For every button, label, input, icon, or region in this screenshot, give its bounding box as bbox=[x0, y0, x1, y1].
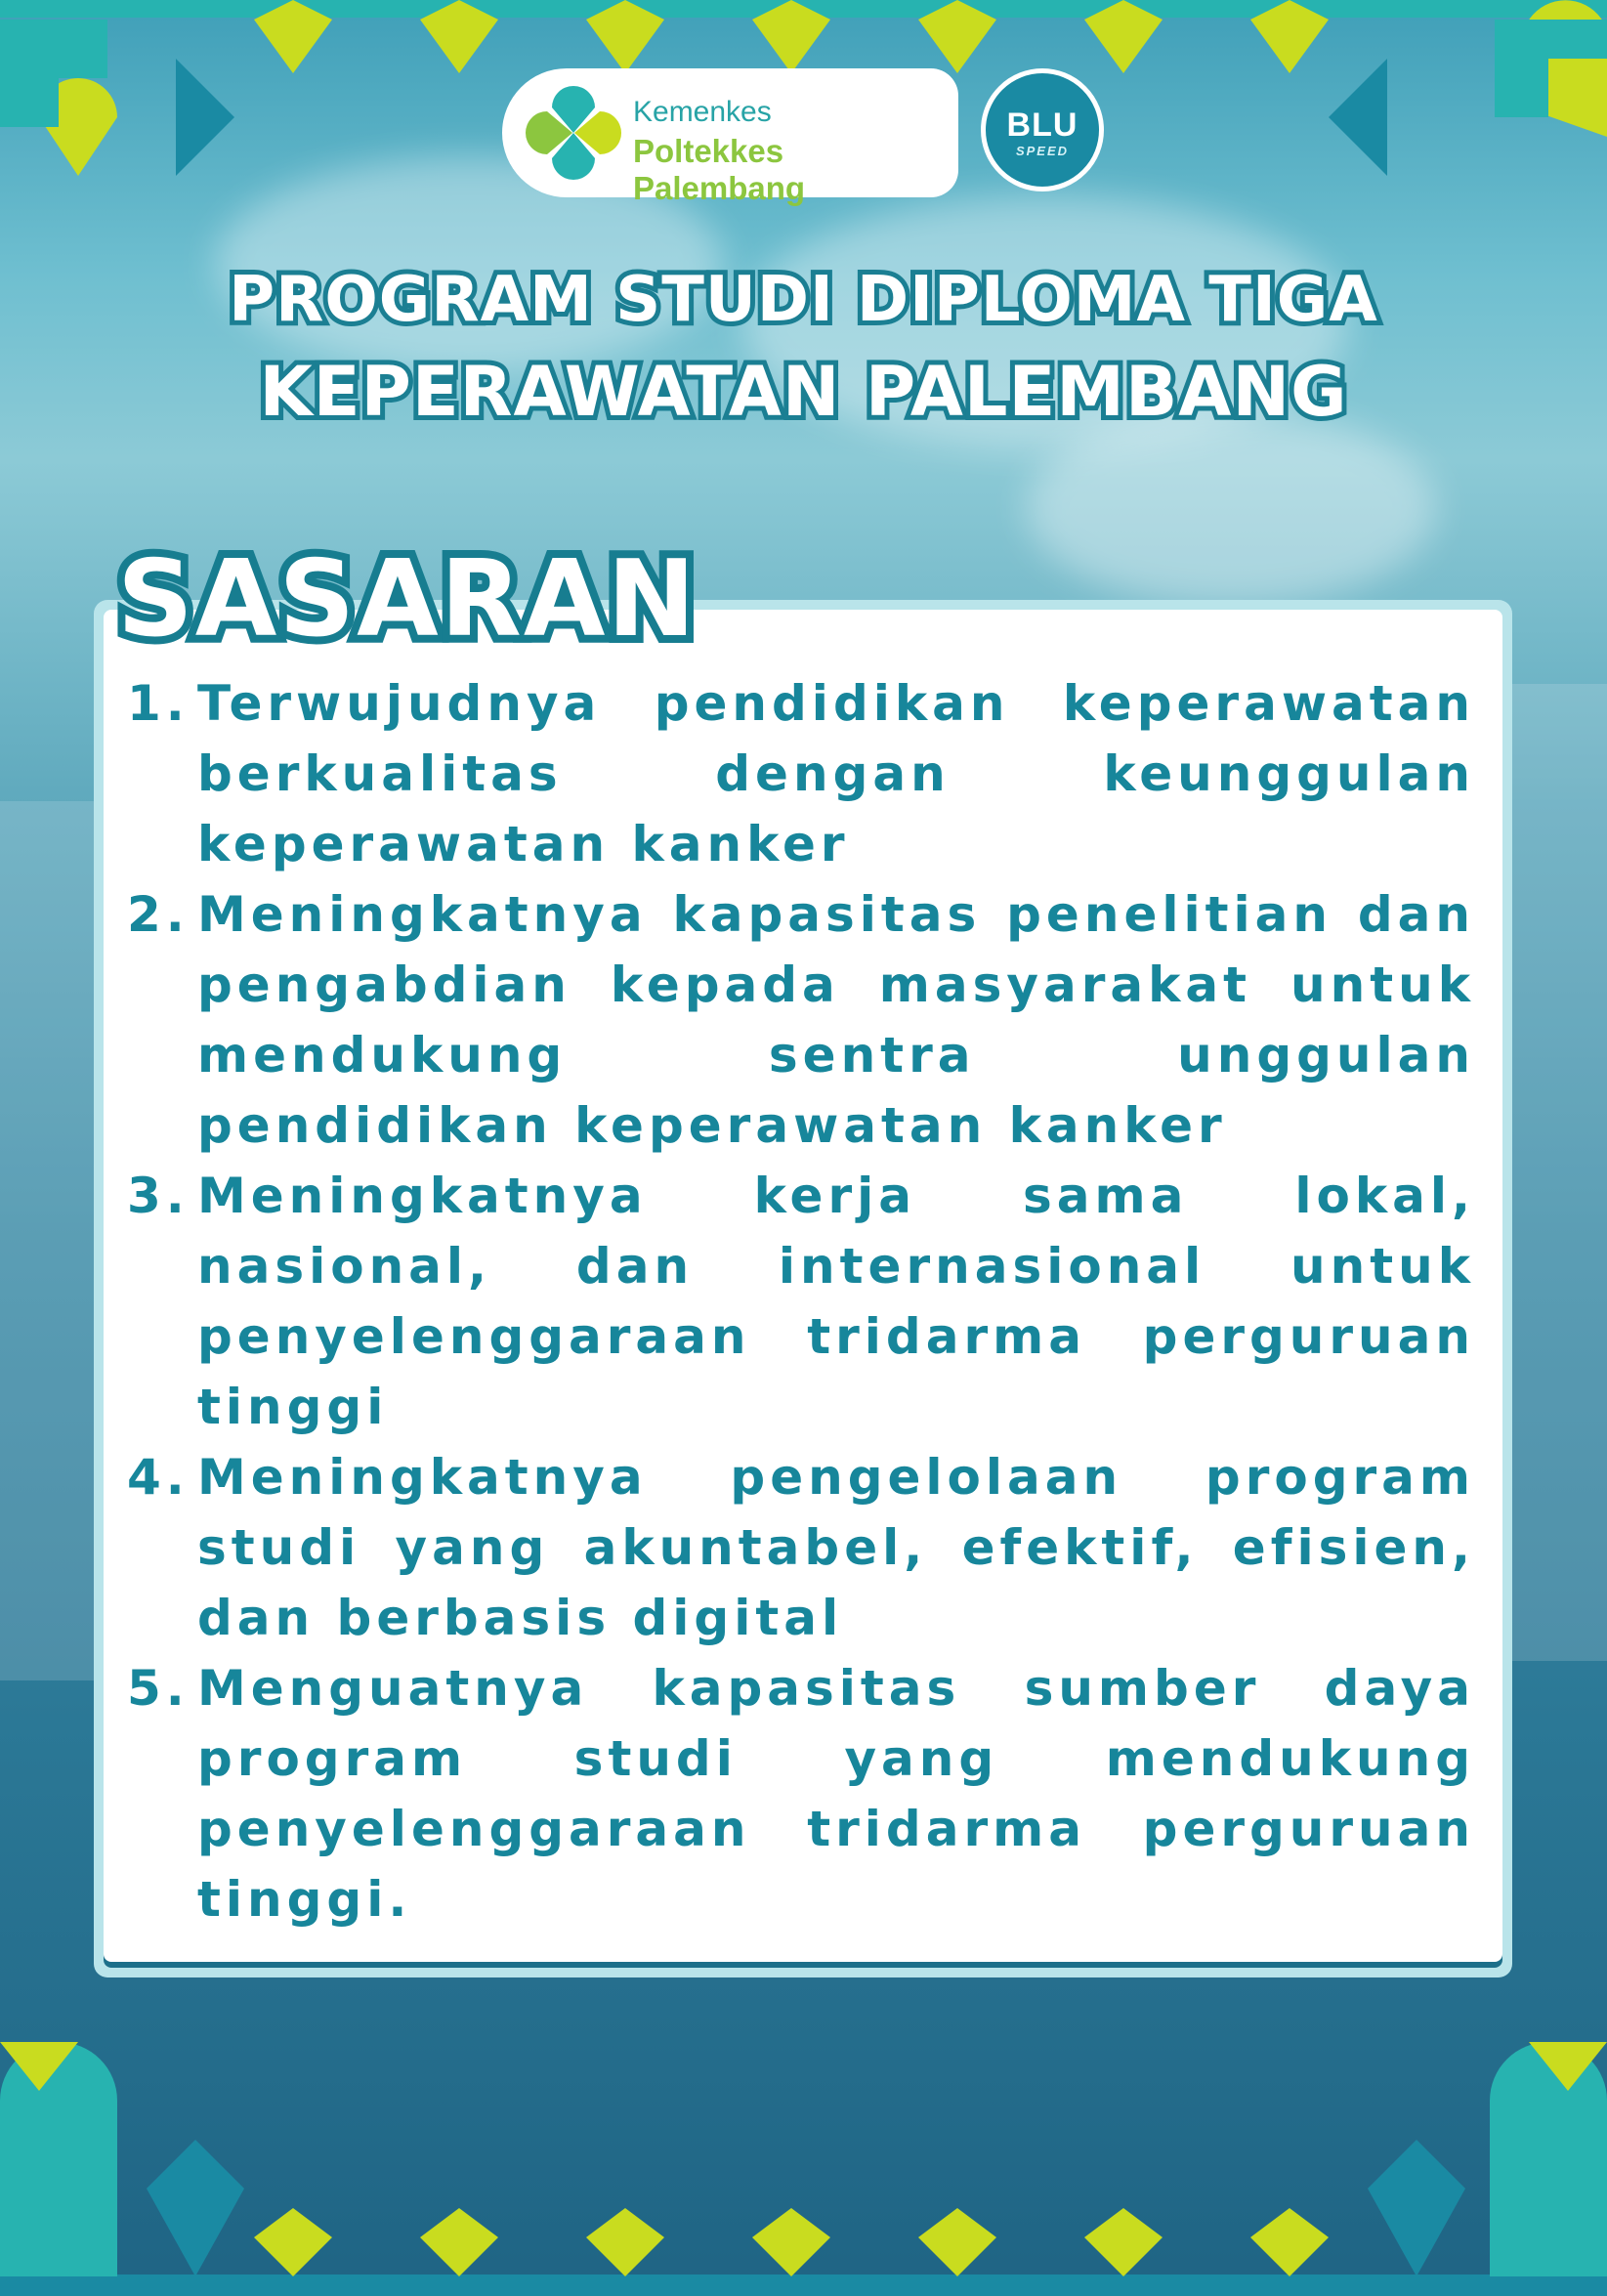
kemenkes-mark-icon bbox=[520, 82, 627, 184]
list-item-text: Meningkatnya kerja sama lokal, nasional, dan internasional untuk penyelenggaraan tridarma perguruan tinggi bbox=[197, 1168, 1475, 1435]
list-item-number: 5. bbox=[127, 1660, 190, 1717]
blu-badge-text: BLU bbox=[1006, 106, 1078, 144]
list-item-number: 2. bbox=[127, 886, 190, 943]
list-item-text: Meningkatnya kapasitas penelitian dan pengabdian kepada masyarakat untuk mendukung sentra unggulan pendidikan keperawatan kanker bbox=[197, 886, 1475, 1154]
logo-line2: Poltekkes Palembang bbox=[633, 133, 806, 206]
blu-badge bbox=[981, 68, 1104, 191]
cloud-shape bbox=[1026, 410, 1436, 606]
sasaran-list bbox=[127, 668, 1475, 1935]
list-item-number: 1. bbox=[127, 675, 190, 732]
logo-line1: Kemenkes bbox=[633, 96, 772, 128]
list-item-text: Terwujudnya pendidikan keperawatan berkualitas dengan keunggulan keperawatan kanker bbox=[197, 675, 1475, 872]
list-item bbox=[127, 1161, 1475, 1442]
program-title-line2: KEPERAWATAN PALEMBANG bbox=[259, 352, 1348, 432]
blu-badge-sub: SPEED bbox=[1015, 144, 1070, 158]
list-item bbox=[127, 1442, 1475, 1653]
list-item bbox=[127, 879, 1475, 1161]
list-item bbox=[127, 1653, 1475, 1935]
list-item-number: 4. bbox=[127, 1449, 190, 1506]
section-heading: SASARAN bbox=[117, 538, 698, 660]
program-title-line1: PROGRAM STUDI DIPLOMA TIGA bbox=[229, 264, 1378, 336]
list-item-number: 3. bbox=[127, 1168, 190, 1224]
list-item bbox=[127, 668, 1475, 879]
list-item-text: Meningkatnya pengelolaan program studi yang akuntabel, efektif, efisien, dan berbasis digital bbox=[197, 1449, 1475, 1646]
header-logos bbox=[508, 68, 1114, 205]
list-item-text: Menguatnya kapasitas sumber daya program studi yang mendukung penyelenggaraan tridarma perguruan tinggi. bbox=[197, 1660, 1475, 1928]
bottom-ornament-border bbox=[0, 2042, 1607, 2296]
kemenkes-logo bbox=[508, 74, 952, 206]
